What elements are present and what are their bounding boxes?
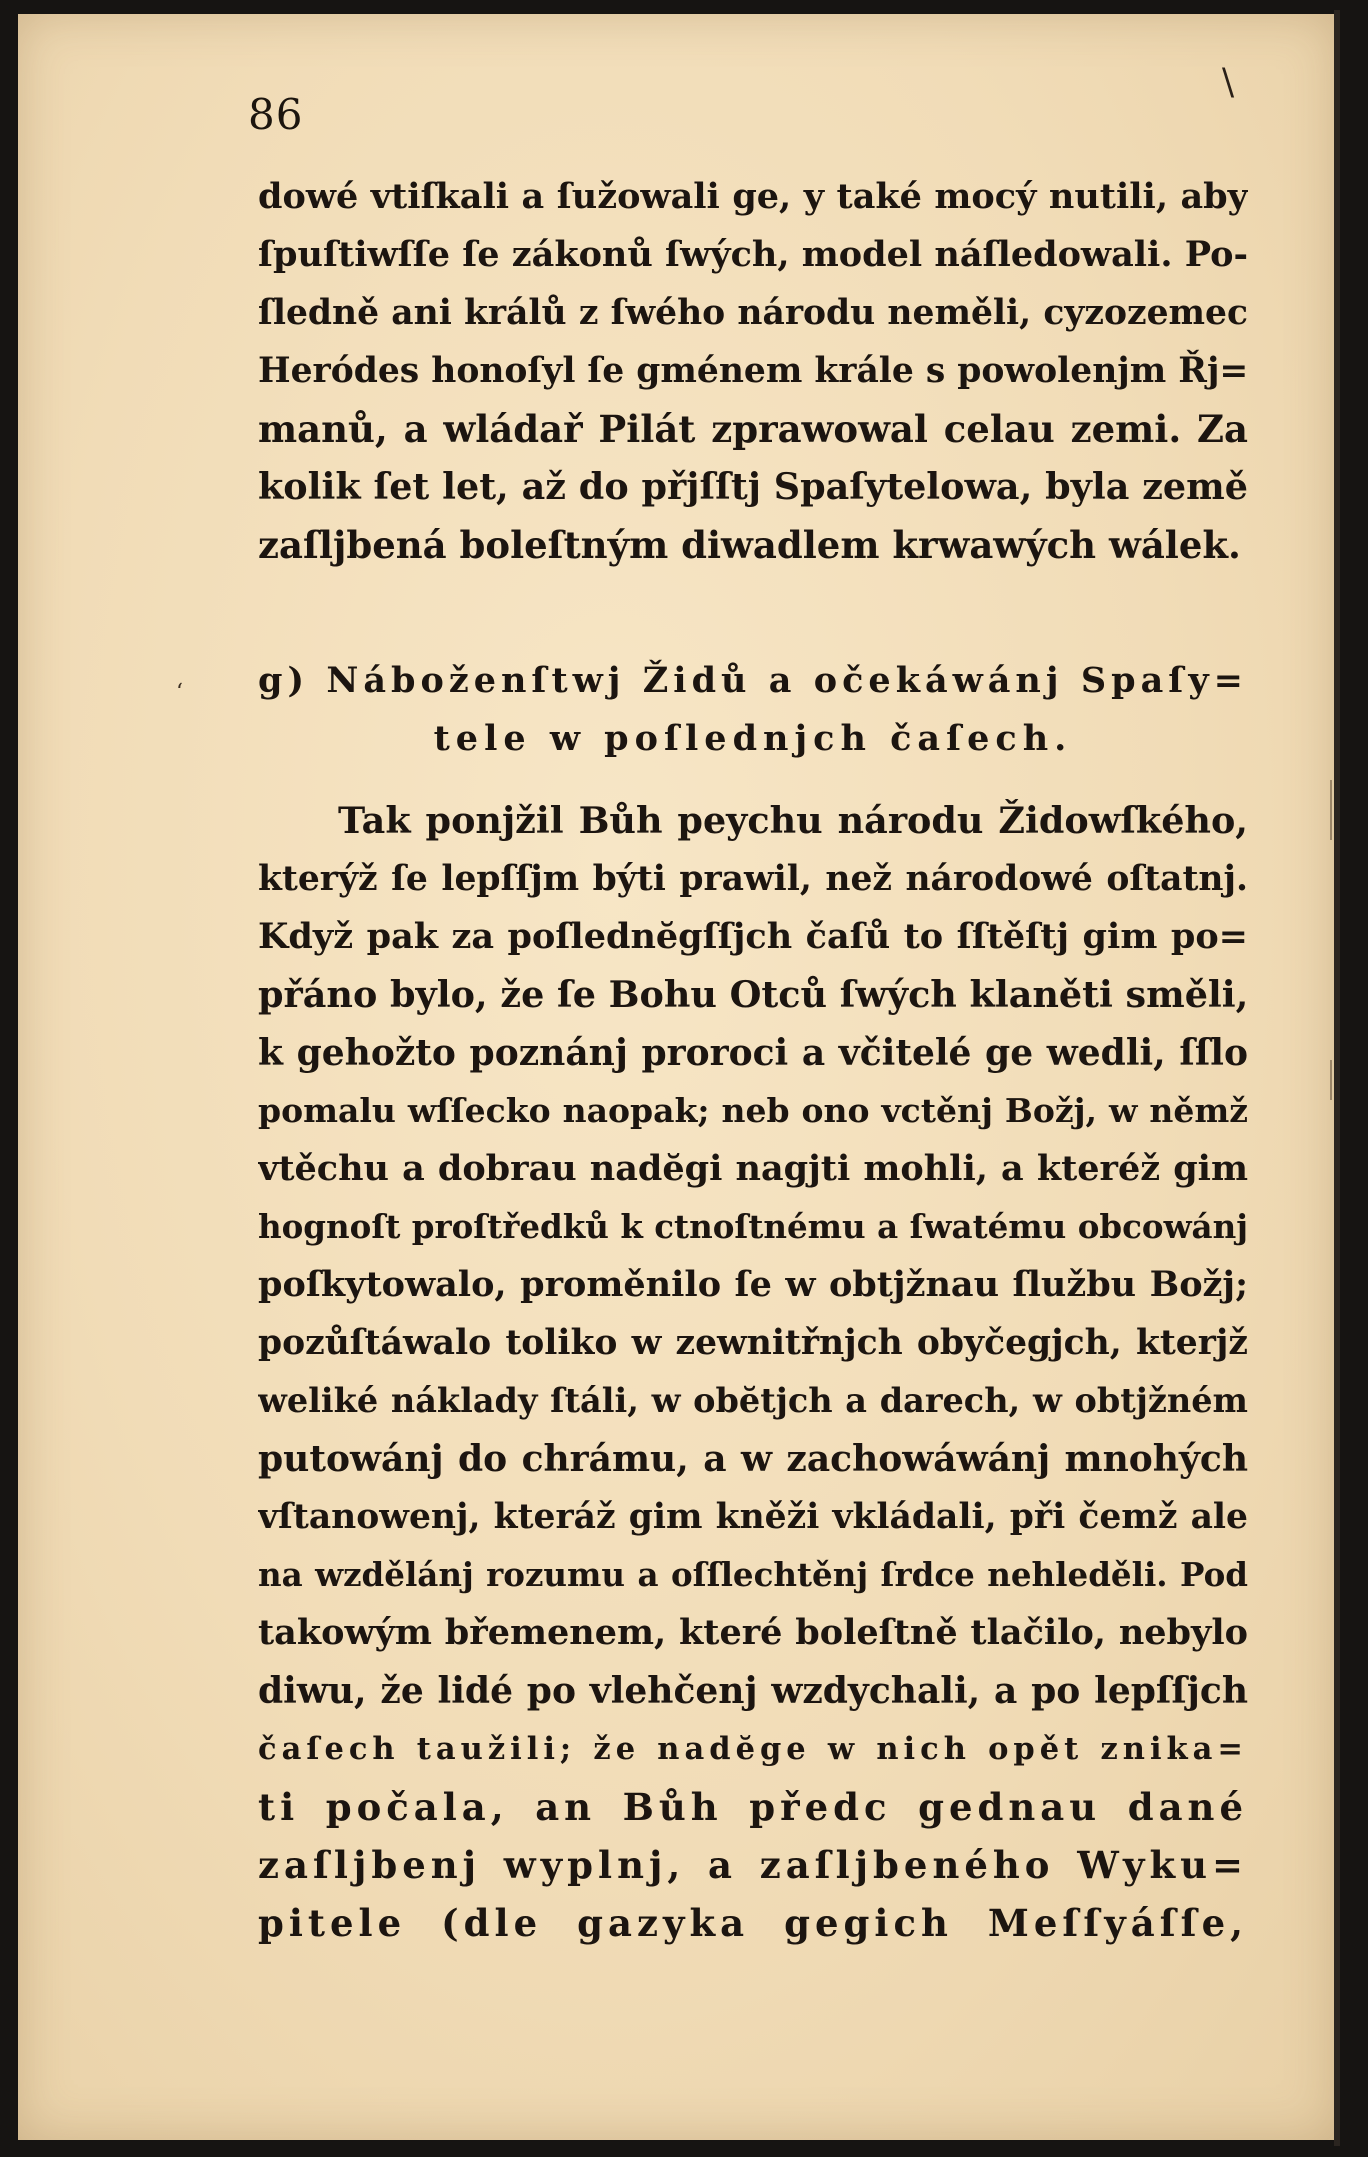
text-line: ti počala, an Bůh předc gednau dané bbox=[258, 1785, 1248, 1829]
text-line: čaſech taužili; že nadĕge w nich opět znika= bbox=[258, 1731, 1248, 1767]
text-line: takowým břemenem, které boleſtně tlačilo, nebylo bbox=[258, 1612, 1248, 1653]
page-edge-rule bbox=[1334, 10, 1340, 2146]
page-number: 86 bbox=[248, 90, 304, 139]
text-line: kolik ſet let, až do přjſſtj Spaſytelowa, byla země bbox=[258, 465, 1248, 508]
heading-line: tele w poſlednjch čaſech. bbox=[433, 718, 1073, 759]
text-line: poſkytowalo, proměnilo ſe w obtjžnau ſlužbu Božj; bbox=[258, 1264, 1248, 1305]
text-line: k gehožto poznánj proroci a včitelé ge wedli, ſſlo bbox=[258, 1032, 1248, 1074]
margin-mark: ‘ bbox=[176, 680, 183, 705]
heading-line: g) Náboženſtwj Židů a očekáwánj Spaſy= bbox=[258, 660, 1248, 701]
text-line: diwu, že lidé po vlehčenj wzdychali, a po lepſſjch bbox=[258, 1670, 1248, 1712]
text-line: pomalu wſſecko naopak; neb ono vctěnj Božj, w němž bbox=[258, 1091, 1248, 1130]
text-line: ſpuſtiwſſe ſe zákonů ſwých, model náſledowali. Po- bbox=[258, 234, 1248, 275]
text-line: ſledně ani králů z ſwého národu neměli, cyzozemec bbox=[258, 293, 1248, 333]
text-line: pitele (dle gazyka gegich Meſſyáſſe, bbox=[258, 1901, 1248, 1945]
text-line: na wzdělánj rozumu a oſſlechtěnj ſrdce nehleděli. Pod bbox=[258, 1555, 1248, 1594]
text-line: hognoſt proſtředků k ctnoſtnému a ſwatému obcowánj bbox=[258, 1207, 1248, 1246]
paragraph-1 bbox=[258, 168, 1248, 574]
text-line: dowé vtiſkali a ſužowali ge, y také mocý nutili, aby bbox=[258, 176, 1248, 217]
text-line: manů, a wládař Pilát zprawowal celau zemi. Za bbox=[258, 407, 1248, 451]
paragraph-2 bbox=[258, 792, 1248, 1952]
text-line: zaſljbená boleſtným diwadlem krwawých wálek. bbox=[258, 523, 1241, 567]
text-line: Heródes honoſyl ſe gménem krále s powolenjm Řj= bbox=[258, 351, 1248, 391]
corner-mark: \ bbox=[1222, 62, 1235, 103]
text-line: Tak ponjžil Bůh peychu národu Židowſkého, bbox=[338, 799, 1248, 842]
text-line: vſtanowenj, kteráž gim kněži vkládali, při čemž ale bbox=[258, 1497, 1248, 1537]
text-line: pozůſtáwalo toliko w zewnitřnjch obyčegjch, kterjž bbox=[258, 1323, 1248, 1363]
text-line: putowánj do chrámu, a w zachowáwánj mnohých bbox=[258, 1438, 1248, 1480]
gutter-mark bbox=[1330, 780, 1332, 840]
text-line: Když pak za poſlednĕgſſjch čaſů to ſſtěſtj gim po= bbox=[258, 916, 1248, 957]
text-line: weliké náklady ſtáli, w obĕtjch a darech, w obtjžném bbox=[258, 1381, 1248, 1420]
gutter-mark bbox=[1330, 1060, 1332, 1100]
section-heading bbox=[258, 652, 1248, 768]
text-line: zaſljbenj wyplnj, a zaſljbeného Wyku= bbox=[258, 1843, 1248, 1887]
text-line: kterýž ſe lepſſjm býti prawil, než národowé oſtatnj. bbox=[258, 859, 1248, 899]
text-line: vtěchu a dobrau nadĕgi nagjti mohli, a kteréž gim bbox=[258, 1148, 1248, 1189]
text-line: přáno bylo, že ſe Bohu Otců ſwých klaněti směli, bbox=[258, 973, 1248, 1016]
